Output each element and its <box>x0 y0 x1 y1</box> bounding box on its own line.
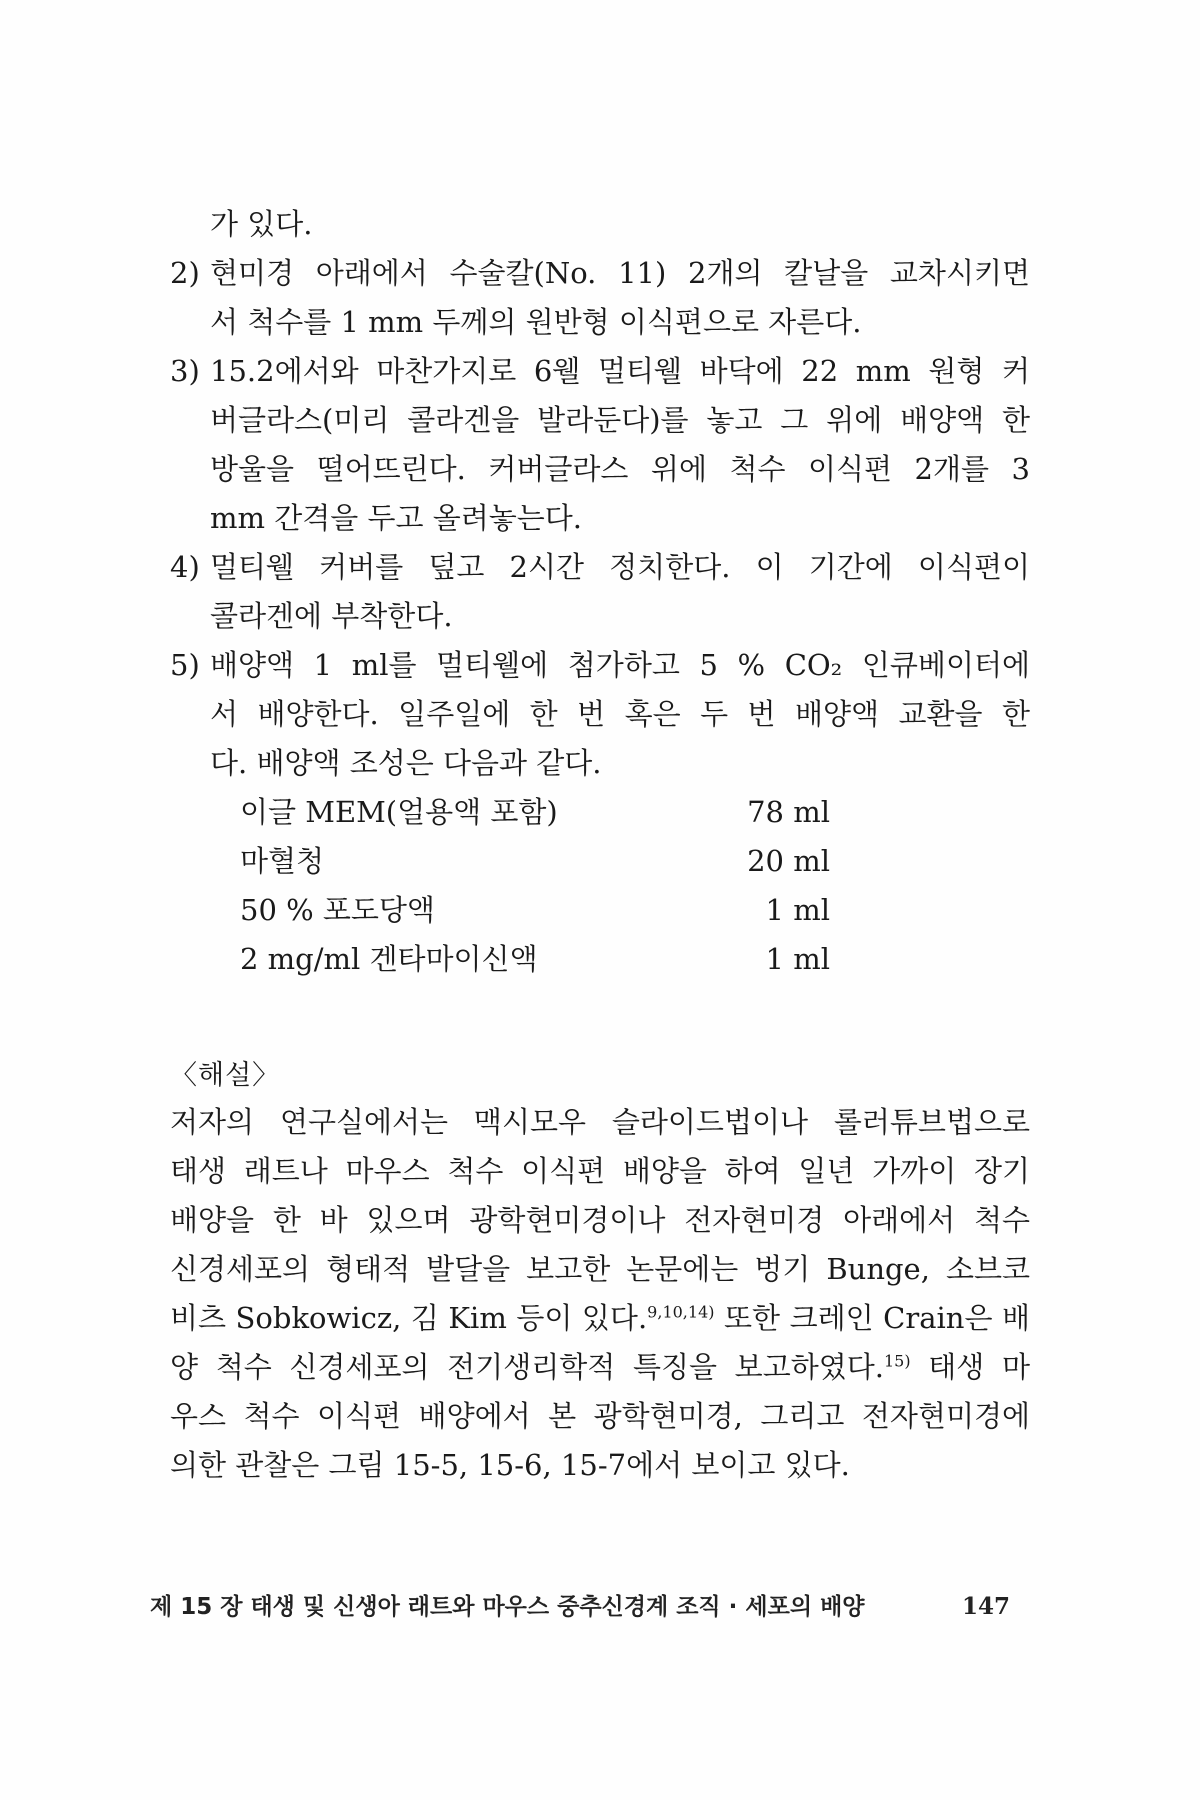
intro-line: 가 있다. <box>210 207 313 241</box>
paragraph-text: 양 척수 신경세포의 전기생리학적 특징을 보고하였다. <box>170 1350 884 1384</box>
paragraph-line <box>170 1343 1030 1392</box>
ingredient-amount: 20 ml <box>747 844 830 878</box>
paragraph-line: 저자의 연구실에서는 맥시모우 슬라이드법이나 롤러튜브법으로 <box>170 1105 1030 1139</box>
step-text-line: 버글라스(미리 콜라겐을 발라둔다)를 놓고 그 위에 배양액 한 <box>210 403 1030 437</box>
reference-superscript: 15) <box>883 1351 911 1371</box>
step-text-line: 현미경 아래에서 수술칼(No. 11) 2개의 칼날을 교차시키면 <box>210 256 1030 290</box>
ingredient-amount: 1 ml <box>765 942 830 976</box>
table-row <box>240 788 830 837</box>
step-3 <box>170 347 1030 543</box>
step-number: 3) <box>170 354 200 388</box>
ingredient-name: 50 % 포도당액 <box>240 893 435 927</box>
paragraph-text: 비츠 Sobkowicz, 김 Kim 등이 있다. <box>170 1301 648 1335</box>
step-text-line: 배양액 1 ml를 멀티웰에 첨가하고 5 % CO₂ 인큐베이터에 <box>210 648 1030 682</box>
step-text-line: 멀티웰 커버를 덮고 2시간 정치한다. 이 기간에 이식편이 <box>210 550 1030 584</box>
ingredient-name: 이글 MEM(얼용액 포함) <box>240 795 558 829</box>
running-footer-chapter: 제 15 장 태생 및 신생아 래트와 마우스 중추신경계 조직 · 세포의 배양 <box>150 1594 865 1620</box>
step-number: 2) <box>170 256 200 290</box>
table-row <box>240 837 830 886</box>
step-text-line: 서 척수를 1 mm 두께의 원반형 이식편으로 자른다. <box>210 305 862 339</box>
explanation-paragraph <box>170 1098 1030 1490</box>
ingredient-amount: 1 ml <box>765 893 830 927</box>
ingredient-amount: 78 ml <box>747 795 830 829</box>
paragraph-text: 태생 마 <box>910 1350 1030 1384</box>
medium-composition-table <box>170 788 1030 984</box>
step-5 <box>170 641 1030 788</box>
step-text-line: 콜라겐에 부착한다. <box>210 599 453 633</box>
paragraph-line: 태생 래트나 마우스 척수 이식편 배양을 하여 일년 가까이 장기 <box>170 1154 1030 1188</box>
table-row <box>240 935 830 984</box>
step-4 <box>170 543 1030 641</box>
paragraph-line: 우스 척수 이식편 배양에서 본 광학현미경, 그리고 전자현미경에 <box>170 1399 1030 1433</box>
ingredient-name: 2 mg/ml 겐타마이신액 <box>240 942 538 976</box>
paragraph-line: 신경세포의 형태적 발달을 보고한 논문에는 벙기 Bunge, 소브코 <box>170 1252 1030 1286</box>
paragraph-line <box>170 1294 1030 1343</box>
step-2 <box>170 249 1030 347</box>
step-number: 4) <box>170 550 200 584</box>
step-number: 5) <box>170 648 200 682</box>
section-heading: 〈해설〉 <box>170 1060 281 1091</box>
step-text-line: 서 배양한다. 일주일에 한 번 혹은 두 번 배양액 교환을 한 <box>210 697 1030 731</box>
reference-superscript: 9,10,14) <box>647 1302 715 1322</box>
table-row <box>240 886 830 935</box>
page-number: 147 <box>961 1593 1010 1620</box>
step-text-line: 다. 배양액 조성은 다음과 같다. <box>210 746 602 780</box>
paragraph-text: 또한 크레인 Crain은 배 <box>714 1301 1030 1335</box>
page-footer <box>150 1592 1010 1622</box>
step-text-line: 방울을 떨어뜨린다. 커버글라스 위에 척수 이식편 2개를 3 <box>210 452 1030 486</box>
paragraph-line: 배양을 한 바 있으며 광학현미경이나 전자현미경 아래에서 척수 <box>170 1203 1030 1237</box>
ingredient-name: 마혈청 <box>240 844 325 878</box>
step-text-line: 15.2에서와 마찬가지로 6웰 멀티웰 바닥에 22 mm 원형 커 <box>210 354 1030 388</box>
step-text-line: mm 간격을 두고 올려놓는다. <box>210 501 583 535</box>
paragraph-line: 의한 관찰은 그림 15-5, 15-6, 15-7에서 보이고 있다. <box>170 1448 850 1482</box>
page-content <box>170 200 1030 1490</box>
